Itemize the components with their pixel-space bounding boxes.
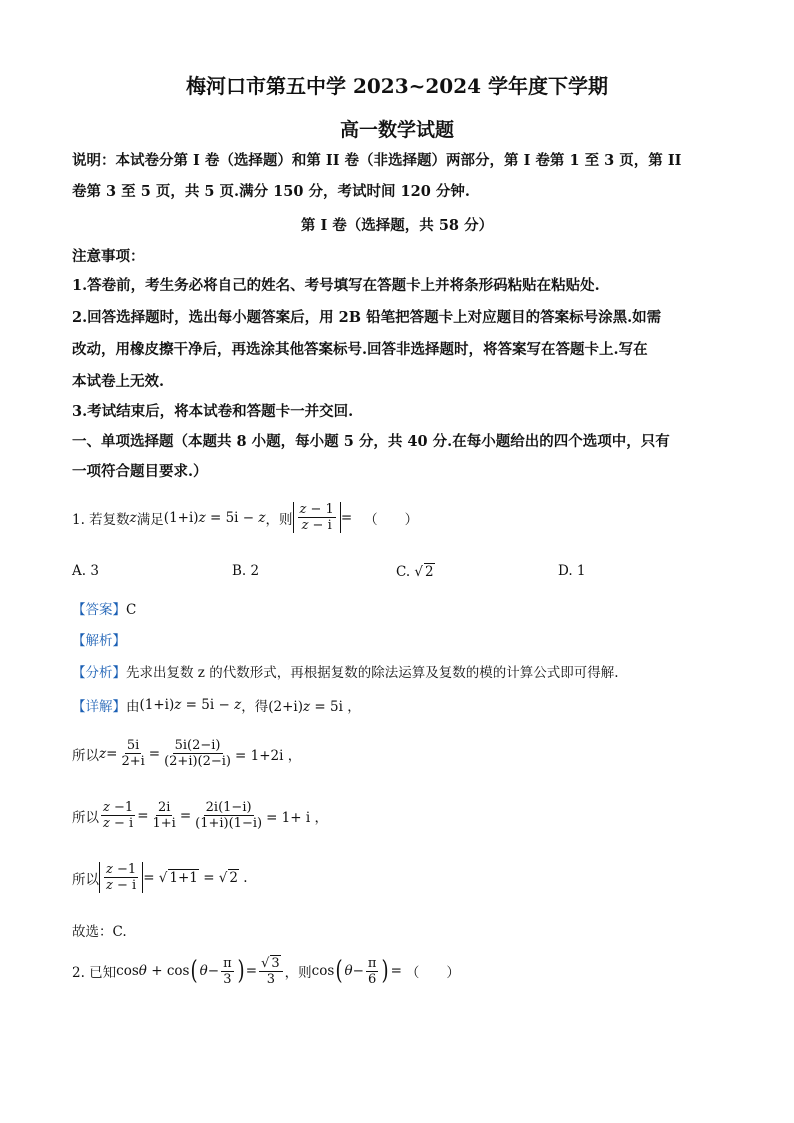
q1-choose: 故选：C.: [72, 924, 127, 940]
q1-modulus: $\frac{z - 1}{z - i}$: [293, 502, 341, 533]
q1-fenxi: 【分析】先求出复数 z 的代数形式，再根据复数的除法运算及复数的模的计算公式即可得解.: [72, 665, 619, 681]
question-1: 1. 若复数 z 满足 (1+i)z = 5i − z ，则 $\frac{z - 1}{z - i}$ = （ ）: [72, 502, 419, 533]
section-heading: 第 I 卷（选择题，共 58 分）: [300, 217, 494, 234]
q1-step-2: 所以 $\frac{z -1}{z - i}$ = $\frac{2i}{1+i}$ = $\frac{2i(1-i)}{(1+i)(1-i)}$ = 1+ i ，: [72, 800, 328, 831]
part1-line-2: 一项符合题目要求.）: [72, 463, 208, 480]
note-2b: 改动，用橡皮擦干净后，再选涂其他答案标号.回答非选择题时，将答案写在答题卡上.写在: [72, 341, 648, 358]
q1-detail: 【详解】 由 (1+i)z = 5i − z ，得 (2+i)z = 5i ，: [72, 697, 361, 715]
intro-line-2: 卷第 3 至 5 页，共 5 页.满分 150 分，考试时间 120 分钟.: [72, 183, 470, 200]
exam-subtitle: 高一数学试题: [339, 119, 454, 141]
q1-option-c: C. √ 2: [396, 564, 434, 580]
note-2c: 本试卷上无效.: [72, 373, 165, 390]
part1-line-1: 一、单项选择题（本题共 8 小题，每小题 5 分，共 40 分.在每小题给出的四个选项中，只有: [72, 433, 670, 450]
note-1: 1.答卷前，考生务必将自己的姓名、考号填写在答题卡上并将条形码粘贴在粘贴处.: [72, 277, 600, 294]
q1-step-3: 所以 $\frac{z -1}{z - i}$ = √ 1+1 = √ 2 .: [72, 862, 248, 893]
q1-option-d: D. 1: [558, 563, 586, 579]
q1-blank: （ ）: [364, 511, 419, 528]
exam-title: 梅河口市第五中学 2023~2024 学年度下学期: [185, 74, 608, 98]
q1-var-z: z: [129, 509, 137, 526]
intro-line-1: 说明：本试卷分第 I 卷（选择题）和第 II 卷（非选择题）两部分，第 I 卷第 1 至 3 页，第 II: [72, 152, 682, 169]
q1-cond: 满足: [136, 511, 164, 528]
q1-option-b: B. 2: [232, 563, 260, 579]
q1-analysis-label: 【解析】: [72, 633, 126, 649]
q1-equation: (1+i)z = 5i − z: [163, 509, 266, 526]
notes-heading: 注意事项：: [72, 248, 145, 265]
note-2a: 2.回答选择题时，选出每小题答案后，用 2B 铅笔把答题卡上对应题目的答案标号涂黑.如需: [72, 309, 662, 326]
note-3: 3.考试结束后，将本试卷和答题卡一并交回.: [72, 403, 354, 420]
q1-then: ，则: [265, 511, 293, 528]
question-2: 2. 已知 cosθ + cos ( θ − $\frac{\pi}{3}$ ) = $\frac{√ 3}{3}$ ，则 cos ( θ − $\frac{\pi}{6}$ ) = （ ）: [72, 955, 460, 987]
q1-answer: 【答案】C: [72, 602, 137, 618]
q1-prefix: 1. 若复数: [72, 511, 130, 528]
q1-option-a: A. 3: [72, 563, 99, 579]
q1-step-1: 所以 z = $\frac{5i}{2+i}$ = $\frac{5i(2-i)}{(2+i)(2-i)}$ = 1+2i ，: [72, 738, 302, 769]
